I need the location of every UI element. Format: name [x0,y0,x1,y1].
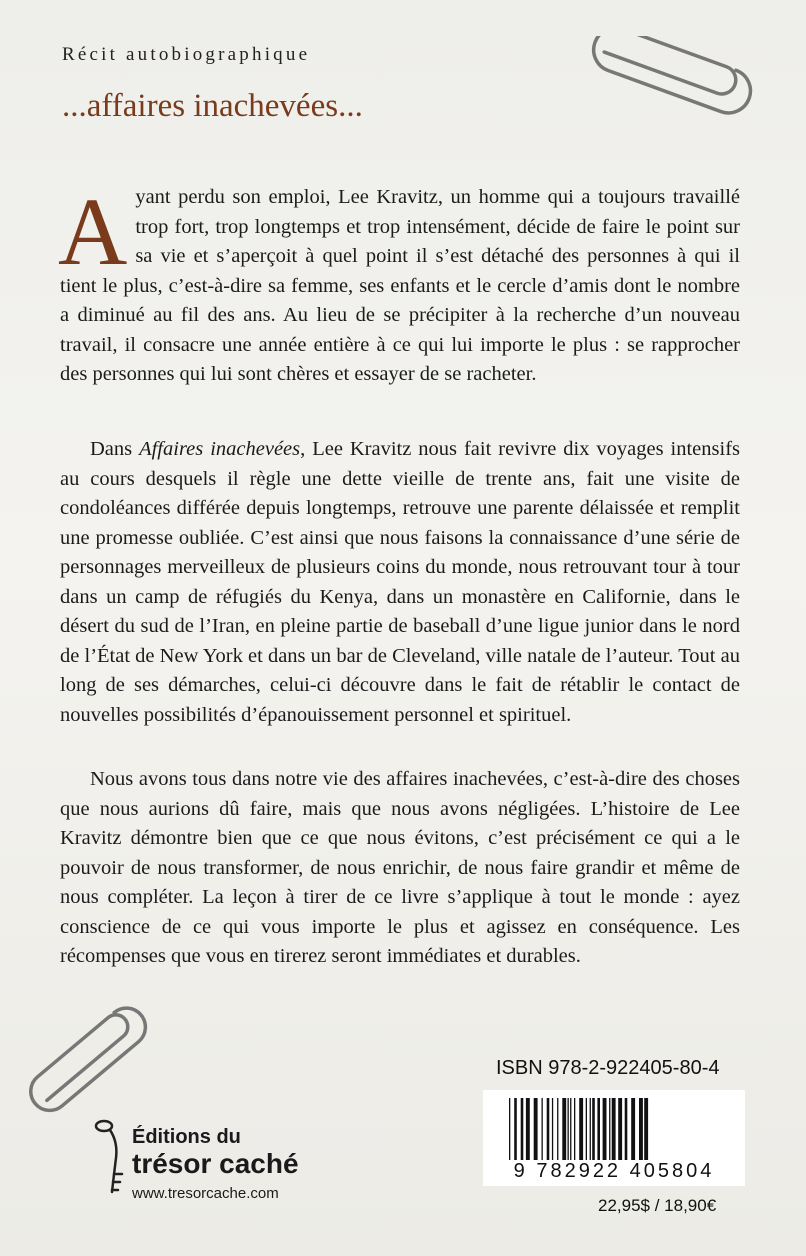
paragraph-1-text: yant perdu son emploi, Lee Kravitz, un homme qui a toujours travaillé trop fort, trop longtemps et trop intensément, décide de faire le point sur sa vie et s’aperçoit à quel point il s’est détaché des personnes à qui il tient le plus, c’est-à-dire sa femme, ses enfants et le cercle d’amis dont le nombre a diminué au fil des ans. Au lieu de se précipiter à la recherche d’un nouveau travail, il consacre une année entière à ce qui lui importe le plus : se rapprocher des personnes qui lui sont chères et essayer de se racheter. [60,186,740,385]
paperclip-icon [580,36,760,116]
publisher-website: www.tresorcache.com [132,1185,279,1202]
category-label: Récit autobiographique [62,44,311,65]
book-title-italic: Affaires inachevées [139,438,301,460]
drop-cap: A [58,178,128,285]
barcode-digits: 9 782922 405804 [513,1160,715,1182]
isbn: ISBN 978-2-922405-80-4 [496,1057,720,1079]
paragraph-3 [60,765,740,972]
paragraph-2-text: , Lee Kravitz nous fait revivre dix voyages intensifs au cours desquels il règle une dette vieille de trente ans, fait une visite de condoléances différée depuis longtemps, retrouve une parente délaissée et remplit une promesse oubliée. C’est ainsi que nous faisons la connaissance d’une série de personnages merveilleux de plusieurs coins du monde, nous retrouvant tour à tour dans un camp de réfugiés du Kenya, dans un monastère en Californie, dans le désert du sud de l’Iran, en pleine partie de baseball d’une ligue junior dans le nord de l’État de New York et dans un bar de Cleveland, ville natale de l’auteur. Tout au long de ses démarches, celui-ci découvre dans le fait de rétablir le contact de nouvelles possibilités d’épanouissement personnel et spirituel. [60,438,740,726]
page-title: ...affaires inachevées... [62,88,363,124]
publisher-name-line1: Éditions du [132,1126,241,1148]
publisher-name-line2: trésor caché [132,1148,299,1179]
paragraph-1 [58,178,740,390]
paragraph-2-start: Dans [90,438,140,460]
barcode [483,1090,745,1186]
publisher-logo [92,1112,352,1202]
price: 22,95$ / 18,90€ [598,1196,717,1215]
key-icon [92,1112,132,1198]
paragraph-3-text: Nous avons tous dans notre vie des affaires inachevées, c’est-à-dire des choses que nous aurions dû faire, mais que nous avons négligées. L’histoire de Lee Kravitz démontre bien que ce que nous évitons, c’est précisément ce qui a le pouvoir de nous transformer, de nous enrichir, de nous faire grandir et même de nous compléter. La leçon à tirer de ce livre s’applique à tout le monde : ayez conscience de ce qui vous importe le plus et agissez en conséquence. Les récompenses que vous en tirerez seront immédiates et durables. [60,768,740,967]
paragraph-2 [60,435,740,730]
